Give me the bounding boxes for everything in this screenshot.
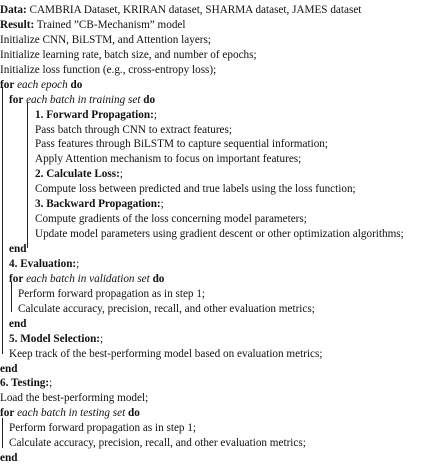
step-heading-backward: 3. Backward Propagation:; [35, 198, 164, 211]
result-text: Trained ”CB-Mechanism” model [34, 18, 186, 31]
step-heading-testing: 6. Testing:; [0, 377, 53, 390]
data-line [0, 3, 422, 18]
train-condition: each batch in training set [26, 93, 141, 106]
result-line [0, 18, 422, 33]
for-keyword: for [0, 407, 15, 420]
val-condition: each batch in validation set [26, 272, 150, 285]
do-keyword: do [152, 272, 165, 285]
train-block-bar [27, 102, 28, 248]
algorithm-block [0, 3, 422, 466]
forward-line: Apply Attention mechanism to focus on important features; [35, 153, 302, 166]
val-line: Calculate accuracy, precision, recall, and other evaluation metrics; [18, 302, 315, 315]
step-heading-evaluation: 4. Evaluation:; [9, 257, 80, 270]
init-line: Initialize learning rate, batch size, and number of epochs; [0, 48, 257, 61]
test-block-bar [2, 418, 3, 448]
train-end: end [9, 243, 27, 255]
val-block-bar [11, 282, 12, 312]
test-for-line [0, 406, 422, 421]
step-heading-forward: 1. Forward Propagation:; [35, 108, 157, 121]
for-keyword: for [0, 78, 15, 91]
val-line: Perform forward propagation as in step 1; [18, 287, 206, 300]
testing-line: Load the best-performing model; [0, 392, 149, 405]
backward-line: Update model parameters using gradient descent or other optimization algorithms; [35, 228, 404, 241]
backward-line: Compute gradients of the loss concerning model parameters; [35, 213, 307, 226]
epoch-end: end [0, 362, 18, 375]
init-line: Initialize loss function (e.g., cross-entropy loss); [0, 63, 217, 76]
for-keyword: for [9, 272, 24, 285]
val-end: end [9, 317, 27, 330]
step-heading-loss: 2. Calculate Loss:; [35, 168, 123, 181]
do-keyword: do [128, 407, 140, 420]
train-for-line [0, 93, 422, 108]
do-keyword: do [70, 78, 83, 91]
val-for-line [0, 272, 422, 287]
do-keyword: do [143, 93, 156, 106]
data-label: Data: [0, 4, 27, 16]
test-condition: each batch in testing set [17, 407, 126, 420]
epoch-block-bar [2, 87, 3, 354]
test-line: Calculate accuracy, precision, recall, and other evaluation metrics; [9, 437, 306, 450]
epoch-condition: each epoch [17, 78, 68, 91]
data-text: CAMBRIA Dataset, KRIRAN dataset, SHARMA dataset, JAMES dataset [26, 4, 362, 16]
forward-line: Pass batch through CNN to extract features; [35, 123, 232, 136]
selection-line: Keep track of the best-performing model based on evaluation metrics; [9, 347, 323, 360]
init-line: Initialize CNN, BiLSTM, and Attention layers; [0, 33, 211, 46]
epoch-for-line [0, 78, 422, 93]
loss-line: Compute loss between predicted and true labels using the loss function; [35, 183, 356, 196]
test-end: end [0, 452, 18, 465]
forward-line: Pass features through BiLSTM to capture sequential information; [35, 138, 328, 151]
test-line: Perform forward propagation as in step 1; [9, 422, 197, 435]
for-keyword: for [9, 93, 24, 106]
step-heading-selection: 5. Model Selection:; [9, 332, 104, 345]
result-label: Result: [0, 18, 35, 31]
